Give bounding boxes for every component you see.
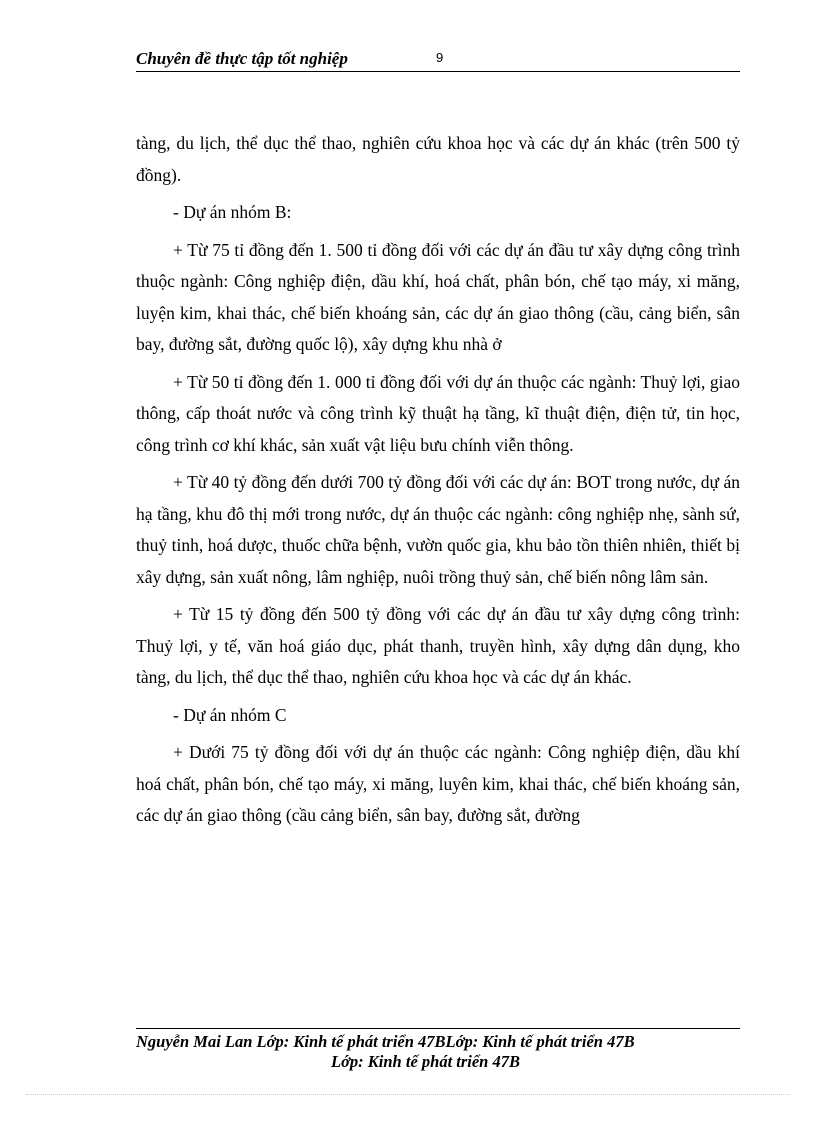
paragraph: + Từ 15 tỷ đồng đến 500 tỷ đồng với các dự án đầu tư xây dựng công trình: Thuỷ lợi, y tế, văn hoá giáo dục, phát thanh, truyền hình, xây dựng dân dụng, kho tàng, du lịch, thể dục thể thao, nghiên cứu khoa học và các dự án khác. [136, 604, 740, 687]
document-body [136, 128, 740, 838]
paragraph: + Từ 40 tỷ đồng đến dưới 700 tỷ đồng đối với các dự án: BOT trong nước, dự án hạ tầng, khu đô thị mới trong nước, dự án thuộc các ngành: công nghiệp nhẹ, sành sứ, thuỷ tinh, hoá dược, thuốc chữa bệnh, vườn quốc gia, khu bảo tồn thiên nhiên, thiết bị xây dựng, sản xuất nông, lâm nghiệp, nuôi trồng thuỷ sản, chế biến nông lâm sản. [136, 472, 740, 587]
section-heading-group-c: - Dự án nhóm C [173, 704, 287, 725]
footer-author-line: Nguyễn Mai Lan Lớp: Kinh tế phát triển 47BLớp: Kinh tế phát triển 47B [136, 1032, 635, 1051]
paragraph: + Dưới 75 tỷ đồng đối với dự án thuộc các ngành: Công nghiệp điện, dầu khí hoá chất, phân bón, chế tạo máy, xi măng, luyên kim, khai thác, chế biến khoáng sản, các dự án giao thông (cầu cảng biển, sân bay, đường sắt, đường [136, 742, 740, 825]
paragraph: + Từ 75 tỉ đồng đến 1. 500 tỉ đồng đối với các dự án đầu tư xây dựng công trình thuộc ngành: Công nghiệp điện, dầu khí, hoá chất, phân bón, chế tạo máy, xi măng, luyện kim, khai thác, chế biến khoáng sản, các dự án giao thông (cầu, cảng biển, sân bay, đường sắt, đường quốc lộ), xây dựng khu nhà ở [136, 239, 740, 354]
footer-class-line: Lớp: Kinh tế phát triển 47B [330, 1052, 520, 1071]
section-heading-group-b: - Dự án nhóm B: [173, 202, 292, 222]
page-header [136, 48, 740, 72]
page-footer [136, 1028, 740, 1072]
page-bottom-divider [26, 1094, 790, 1095]
paragraph-continued: tàng, du lịch, thể dục thể thao, nghiên cứu khoa học và các dự án khác (trên 500 tỷ đồng). [136, 133, 740, 185]
page-number: 9 [436, 50, 444, 65]
paragraph: + Từ 50 tỉ đồng đến 1. 000 tỉ đồng đối với dự án thuộc các ngành: Thuỷ lợi, giao thông, cấp thoát nước và công trình kỹ thuật hạ tầng, kĩ thuật điện, điện tử, tin học, công trình cơ khí khác, sản xuất vật liệu bưu chính viễn thông. [136, 371, 740, 455]
header-title: Chuyên đề thực tập tốt nghiệp [136, 49, 348, 68]
